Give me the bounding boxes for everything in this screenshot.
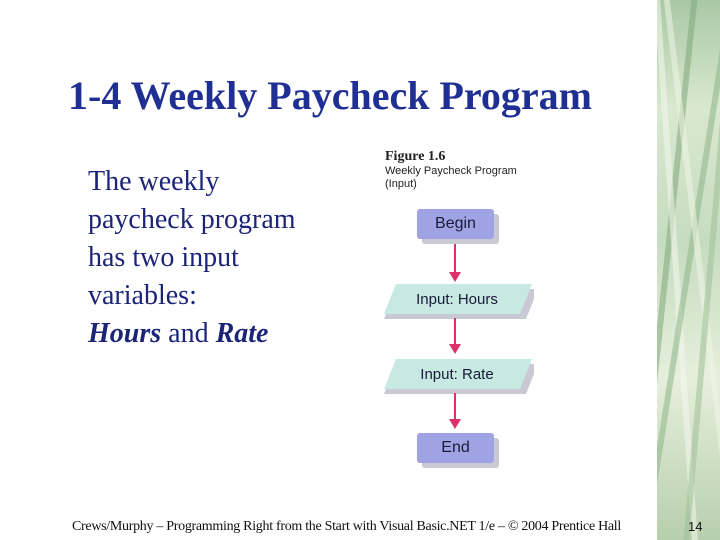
- figure-number: Figure 1.6: [385, 149, 446, 164]
- body-line: paycheck program: [88, 204, 296, 235]
- body-line: variables:: [88, 280, 197, 311]
- variable-hours: Hours: [88, 318, 162, 349]
- body-text: [88, 163, 348, 353]
- grass-decoration: [657, 0, 720, 540]
- flow-arrow-down-icon: [448, 318, 462, 356]
- variable-rate: Rate: [215, 318, 269, 349]
- body-line: The weekly: [88, 166, 220, 197]
- page-number: 14: [688, 519, 703, 534]
- flow-input-hours: [384, 284, 534, 318]
- flow-step-label: Begin: [435, 215, 476, 232]
- flow-step-label: Input: Hours: [416, 290, 498, 308]
- flow-arrow-down-icon: [448, 393, 462, 431]
- figure-caption: [385, 148, 517, 191]
- flow-end-terminal: [417, 433, 494, 463]
- body-line: has two input: [88, 242, 239, 273]
- figure-caption-line: (Input): [385, 178, 417, 190]
- slide-title: 1-4 Weekly Paycheck Program: [68, 73, 592, 118]
- figure-caption-line: Weekly Paycheck Program: [385, 165, 517, 177]
- flow-arrow-down-icon: [448, 244, 462, 284]
- flow-input-rate: [384, 359, 534, 393]
- variables-line: [88, 315, 348, 353]
- flow-begin-terminal: [417, 209, 494, 239]
- slide-footer: Crews/Murphy – Programming Right from the Start with Visual Basic.NET 1/e – © 2004 Prentice Hall: [72, 519, 621, 534]
- flow-step-label: Input: Rate: [420, 365, 494, 383]
- conjunction: and: [161, 318, 216, 349]
- flow-step-label: End: [441, 439, 470, 456]
